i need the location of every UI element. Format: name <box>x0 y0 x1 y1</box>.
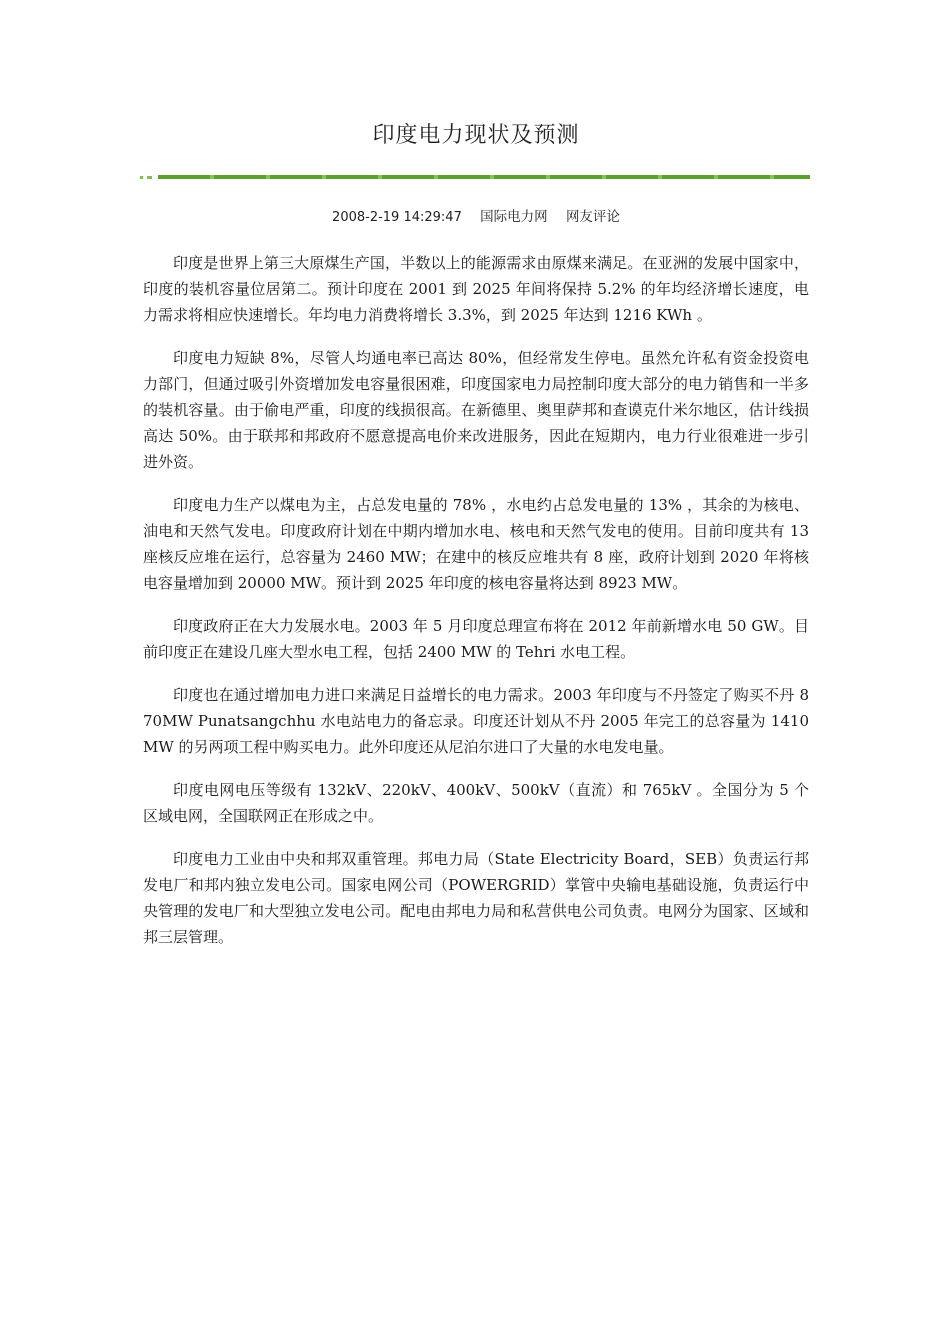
title-divider <box>140 174 810 180</box>
comments-link[interactable]: 网友评论 <box>565 209 620 225</box>
paragraph: 印度电力短缺 8%，尽管人均通电率已高达 80%，但经常发生停电。虽然允许私有资金投资电力部门，但通过吸引外资增加发电容量很困难，印度国家电力局控制印度大部分的电力销售和一半多的装机容量。由于偷电严重，印度的线损很高。在新德里、奥里萨邦和查谟克什米尔地区，估计线损高达 50%。由于联邦和邦政府不愿意提高电价来改进服务，因此在短期内，电力行业很难进一步引进外资。 <box>143 349 809 471</box>
divider-bar <box>158 175 810 179</box>
divider-dot <box>140 176 143 179</box>
paragraph: 印度也在通过增加电力进口来满足日益增长的电力需求。2003 年印度与不丹签定了购买不丹 870MW Punatsangchhu 水电站电力的备忘录。印度还计划从不丹 2005 年完工的总容量为 1410 MW 的另两项工程中购买电力。此外印度还从尼泊尔进口了大量的水电发电量。 <box>143 686 809 756</box>
paragraph: 印度政府正在大力发展水电。2003 年 5 月印度总理宣布将在 2012 年前新增水电 50 GW。目前印度正在建设几座大型水电工程，包括 2400 MW 的 Tehri 水电工程。 <box>143 617 809 661</box>
divider-dot <box>147 176 152 179</box>
paragraph: 印度电力生产以煤电为主，占总发电量的 78% ，水电约占总发电量的 13% ，其余的为核电、油电和天然气发电。印度政府计划在中期内增加水电、核电和天然气发电的使用。目前印度共有 13 座核反应堆在运行，总容量为 2460 MW；在建中的核反应堆共有 8 座，政府计划到 2020 年将核电容量增加到 20000 MW。预计到 2025 年印度的核电容量将达到 8923 MW。 <box>143 496 809 592</box>
article-meta <box>143 205 809 225</box>
article-title: 印度电力现状及预测 <box>372 123 580 148</box>
publish-datetime: 2008-2-19 14:29:47 <box>332 210 462 225</box>
source-link[interactable]: 国际电力网 <box>480 209 548 225</box>
paragraph: 印度电网电压等级有 132kV、220kV、400kV、500kV（直流）和 765kV 。全国分为 5 个区域电网，全国联网正在形成之中。 <box>143 781 809 825</box>
paragraph: 印度是世界上第三大原煤生产国，半数以上的能源需求由原煤来满足。在亚洲的发展中国家中，印度的装机容量位居第二。预计印度在 2001 到 2025 年间将保持 5.2% 的年均经济增长速度，电力需求将相应快速增长。年均电力消费将增长 3.3%，到 2025 年达到 1216 KWh 。 <box>143 254 809 324</box>
article-body <box>143 250 809 967</box>
paragraph: 印度电力工业由中央和邦双重管理。邦电力局（State Electricity Board，SEB）负责运行邦发电厂和邦内独立发电公司。国家电网公司（POWERGRID）掌管中央输电基础设施，负责运行中央管理的发电厂和大型独立发电公司。配电由邦电力局和私营供电公司负责。电网分为国家、区域和邦三层管理。 <box>143 850 809 946</box>
